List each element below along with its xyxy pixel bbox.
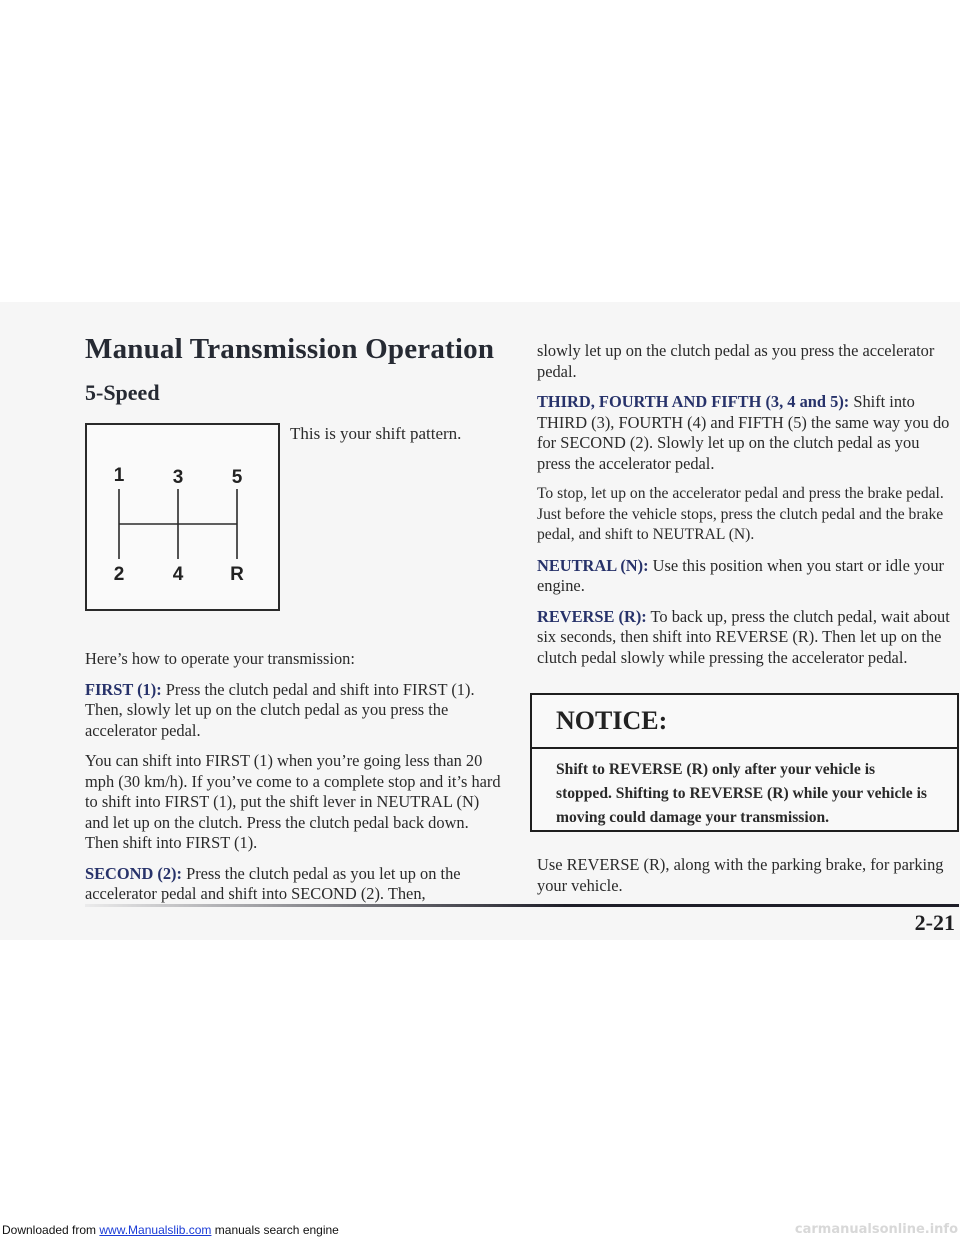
reverse-paragraph bbox=[537, 607, 957, 669]
notice-heading: NOTICE: bbox=[532, 695, 957, 749]
second-gear-text: Press the clutch pedal as you let up on the accelerator pedal and shift into SECOND (2). Then, bbox=[85, 863, 461, 903]
gear-label-2: 2 bbox=[113, 564, 125, 585]
shift-gate-lines bbox=[119, 489, 237, 559]
first-gear-paragraph bbox=[85, 680, 505, 742]
gear-label-4: 4 bbox=[172, 564, 184, 585]
third-fourth-fifth-text: Shift into THIRD (3), FOURTH (4) and FIFTH (5) the same way you do for SECOND (2). Slowly let up on the clutch pedal as you press the accelerator pedal. bbox=[537, 392, 950, 473]
page-title: Manual Transmission Operation bbox=[85, 333, 495, 365]
left-column bbox=[85, 649, 505, 915]
gear-label-5: 5 bbox=[231, 467, 243, 488]
parking-paragraph: Use REVERSE (R), along with the parking brake, for parking your vehicle. bbox=[537, 855, 944, 895]
second-gear-lead: SECOND (2): bbox=[85, 863, 182, 883]
shift-pattern-diagram bbox=[85, 423, 280, 611]
first-gear-text: Press the clutch pedal and shift into FIRST (1). Then, slowly let up on the clutch pedal as you press the accelerator pedal. bbox=[85, 679, 475, 740]
reverse-text: To back up, press the clutch pedal, wait about six seconds, then shift into REVERSE (R). Then let up on the clutch pedal slowly while pressing the accelerator pedal. bbox=[537, 606, 950, 667]
page-number: 2-21 bbox=[914, 910, 955, 935]
notice-box bbox=[530, 693, 959, 832]
continuation-paragraph: slowly let up on the clutch pedal as you press the accelerator pedal. bbox=[537, 341, 935, 381]
download-suffix: manuals search engine bbox=[211, 1223, 339, 1237]
neutral-text: Use this position when you start or idle your engine. bbox=[537, 555, 945, 595]
second-gear-paragraph bbox=[85, 864, 505, 905]
manualslib-link[interactable]: www.Manualslib.com bbox=[99, 1223, 212, 1237]
third-fourth-fifth-paragraph bbox=[537, 392, 957, 474]
notice-body: Shift to REVERSE (R) only after your vehicle is stopped. Shifting to REVERSE (R) while your vehicle is moving could damage your transmission. bbox=[556, 761, 927, 826]
right-column bbox=[537, 341, 957, 678]
stop-paragraph: To stop, let up on the accelerator pedal and press the brake pedal. Just before the vehicle stops, press the clutch pedal and the brake pedal, and shift to NEUTRAL (N). bbox=[537, 485, 944, 543]
gear-label-3: 3 bbox=[172, 467, 184, 488]
download-prefix: Downloaded from bbox=[2, 1223, 100, 1237]
gear-label-r: R bbox=[230, 564, 244, 585]
neutral-lead: NEUTRAL (N): bbox=[537, 555, 649, 575]
gear-label-1: 1 bbox=[113, 465, 125, 486]
shift-pattern-graphic bbox=[87, 425, 278, 609]
first-gear-note: You can shift into FIRST (1) when you’re going less than 20 mph (30 km/h). If you’ve come to a complete stop and it’s hard to shift into FIRST (1), put the shift lever in NEUTRAL (N) and let up on the clutch. Press the clutch pedal back down. Then shift into FIRST (1). bbox=[85, 751, 501, 852]
shift-pattern-caption: This is your shift pattern. bbox=[290, 424, 462, 443]
footer-rule bbox=[85, 904, 959, 907]
first-gear-lead: FIRST (1): bbox=[85, 679, 162, 699]
reverse-lead: REVERSE (R): bbox=[537, 606, 647, 626]
section-subtitle: 5-Speed bbox=[85, 380, 160, 405]
neutral-paragraph bbox=[537, 556, 957, 597]
intro-paragraph: Here’s how to operate your transmission: bbox=[85, 649, 355, 668]
third-fourth-fifth-lead: THIRD, FOURTH AND FIFTH (3, 4 and 5): bbox=[537, 392, 850, 411]
download-banner bbox=[2, 1223, 339, 1237]
watermark-text: carmanualsonline.info bbox=[794, 1222, 958, 1237]
